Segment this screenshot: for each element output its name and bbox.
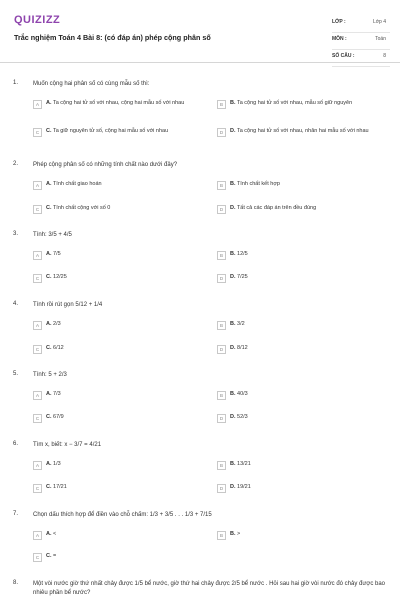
option-a[interactable]	[33, 100, 184, 109]
option-letter-box: C	[33, 128, 42, 137]
option-letter-box: A	[33, 391, 42, 400]
option-key: D.	[230, 205, 236, 211]
option-text: 40/3	[237, 391, 248, 397]
option-letter-box: B	[217, 391, 226, 400]
option-c[interactable]	[33, 414, 64, 423]
option-letter-box: B	[217, 181, 226, 190]
option-letter-box: D	[217, 128, 226, 137]
option-text: 17/21	[53, 484, 67, 490]
option-b[interactable]	[217, 251, 248, 260]
option-b[interactable]	[217, 461, 251, 470]
question-number: 8.	[13, 580, 19, 586]
option-key: C.	[46, 553, 52, 559]
option-letter-box: A	[33, 531, 42, 540]
option-key: D.	[230, 484, 236, 490]
option-b[interactable]	[217, 321, 245, 330]
question-text: Tính: 5 + 2/3	[33, 372, 67, 378]
meta-label: SỐ CÂU :	[332, 53, 355, 59]
meta-value: Lớp 4	[372, 19, 386, 25]
option-letter-box: D	[217, 205, 226, 214]
option-text: 6/12	[53, 345, 64, 351]
question-number: 7.	[13, 511, 19, 517]
question-text: Chọn dấu thích hợp để điền vào chỗ chấm: 1/3 + 3/5 . . . 1/3 + 7/15	[33, 512, 212, 518]
option-c[interactable]	[33, 128, 168, 137]
option-text: 7/5	[53, 251, 61, 257]
option-text: 12/5	[237, 251, 248, 257]
header-divider	[0, 62, 400, 63]
option-key: A.	[46, 181, 52, 187]
option-letter-box: B	[217, 100, 226, 109]
option-key: A.	[46, 251, 52, 257]
option-text: Ta cộng hai tử số với nhau, mẫu số giữ nguyên	[236, 100, 353, 106]
option-key: C.	[46, 128, 52, 134]
meta-panel	[332, 16, 390, 67]
option-letter-box: D	[217, 345, 226, 354]
meta-value: Toán	[375, 36, 386, 42]
option-letter-box: C	[33, 274, 42, 283]
option-letter-box: D	[217, 484, 226, 493]
option-text: Ta cộng hai tử số với nhau, nhân hai mẫu số với nhau	[236, 128, 369, 134]
question-number: 6.	[13, 441, 19, 447]
option-c[interactable]	[33, 274, 67, 283]
option-text: Ta cộng hai tử số với nhau, cộng hai mẫu số với nhau	[52, 100, 185, 106]
option-letter-box: C	[33, 205, 42, 214]
option-d[interactable]	[217, 484, 251, 493]
option-key: D.	[230, 414, 236, 420]
question-number: 1.	[13, 80, 19, 86]
meta-label: LỚP :	[332, 19, 346, 25]
option-text: 67/9	[53, 414, 64, 420]
question-number: 3.	[13, 231, 19, 237]
option-letter-box: B	[217, 321, 226, 330]
option-letter-box: A	[33, 181, 42, 190]
question-text: Tìm x, biết: x − 3/7 = 4/21	[33, 442, 102, 448]
option-d[interactable]	[217, 274, 248, 283]
option-key: C.	[46, 274, 52, 280]
option-letter-box: C	[33, 345, 42, 354]
option-letter-box: D	[217, 414, 226, 423]
option-letter-box: B	[217, 251, 226, 260]
option-letter-box: A	[33, 461, 42, 470]
option-a[interactable]	[33, 181, 102, 190]
option-key: B.	[230, 391, 236, 397]
option-d[interactable]	[217, 128, 369, 137]
question-number: 2.	[13, 161, 19, 167]
option-text: 2/3	[53, 321, 61, 327]
option-letter-box: B	[217, 461, 226, 470]
option-c[interactable]	[33, 553, 56, 562]
option-b[interactable]	[217, 391, 248, 400]
option-text: 8/12	[237, 345, 248, 351]
option-key: B.	[230, 181, 236, 187]
option-key: D.	[230, 128, 236, 134]
option-a[interactable]	[33, 461, 61, 470]
option-text: 7/25	[237, 274, 248, 280]
option-key: C.	[46, 345, 52, 351]
option-a[interactable]	[33, 531, 56, 540]
meta-label: MÔN :	[332, 36, 347, 42]
option-letter-box: C	[33, 484, 42, 493]
meta-row-subject	[332, 33, 390, 50]
question-text: Tính: 3/5 + 4/5	[33, 232, 72, 238]
option-text: Ta giữ nguyên tử số, cộng hai mẫu số với nhau	[52, 128, 169, 134]
option-text: 52/3	[237, 414, 248, 420]
question-number: 5.	[13, 371, 19, 377]
option-letter-box: C	[33, 553, 42, 562]
option-text: =	[53, 553, 57, 559]
option-b[interactable]	[217, 531, 240, 540]
option-text: 7/3	[53, 391, 61, 397]
option-key: A.	[46, 531, 52, 537]
meta-value: 8	[383, 53, 386, 59]
option-key: C.	[46, 414, 52, 420]
option-text: >	[237, 531, 241, 537]
option-d[interactable]	[217, 345, 248, 354]
option-key: C.	[46, 205, 52, 211]
option-c[interactable]	[33, 345, 64, 354]
option-key: B.	[230, 461, 236, 467]
option-letter-box: A	[33, 321, 42, 330]
meta-row-count	[332, 50, 390, 67]
question-text: Muốn cộng hai phân số có cùng mẫu số thì:	[33, 81, 150, 87]
option-letter-box: A	[33, 251, 42, 260]
option-text: Tính chất giao hoán	[52, 181, 102, 187]
option-key: B.	[230, 251, 236, 257]
option-text: 12/25	[53, 274, 67, 280]
option-letter-box: A	[33, 100, 42, 109]
option-b[interactable]	[217, 181, 280, 190]
quizizz-logo: QUIZIZZ	[14, 14, 61, 26]
option-key: C.	[46, 484, 52, 490]
option-key: D.	[230, 274, 236, 280]
question-text: Tính rồi rút gọn 5/12 + 1/4	[33, 302, 103, 308]
option-text: 19/21	[237, 484, 251, 490]
option-key: D.	[230, 345, 236, 351]
option-d[interactable]	[217, 205, 316, 214]
option-c[interactable]	[33, 484, 67, 493]
option-letter-box: D	[217, 274, 226, 283]
option-key: A.	[46, 321, 52, 327]
option-key: B.	[230, 321, 236, 327]
question-text: Một vòi nước giờ thứ nhất chảy được 1/5 bể nước, giờ thứ hai chảy được 2/5 bể nước . Hỏi sau hai giờ vòi nước đó chảy được bao nhiêu phần bể nước?	[33, 581, 385, 596]
option-text: 1/3	[53, 461, 61, 467]
option-text: Tính chất kết hợp	[236, 181, 280, 187]
question-text: Phép cộng phân số có những tính chất nào dưới đây?	[33, 162, 178, 168]
option-text: 13/21	[237, 461, 251, 467]
option-letter-box: B	[217, 531, 226, 540]
option-text: Tất cả các đáp án trên đều đúng	[236, 205, 317, 211]
question-number: 4.	[13, 301, 19, 307]
option-key: B.	[230, 100, 236, 106]
option-a[interactable]	[33, 321, 61, 330]
meta-row-grade	[332, 16, 390, 33]
page-title: Trắc nghiệm Toán 4 Bài 8: (có đáp án) phép cộng phân số	[14, 33, 211, 42]
option-b[interactable]	[217, 100, 352, 109]
option-key: A.	[46, 100, 52, 106]
option-text: <	[53, 531, 57, 537]
option-d[interactable]	[217, 414, 248, 423]
option-key: A.	[46, 461, 52, 467]
option-text: Tính chất cộng với số 0	[52, 205, 111, 211]
option-key: A.	[46, 391, 52, 397]
option-a[interactable]	[33, 251, 61, 260]
option-a[interactable]	[33, 391, 61, 400]
option-text: 3/2	[237, 321, 245, 327]
option-c[interactable]	[33, 205, 110, 214]
option-letter-box: C	[33, 414, 42, 423]
option-key: B.	[230, 531, 236, 537]
